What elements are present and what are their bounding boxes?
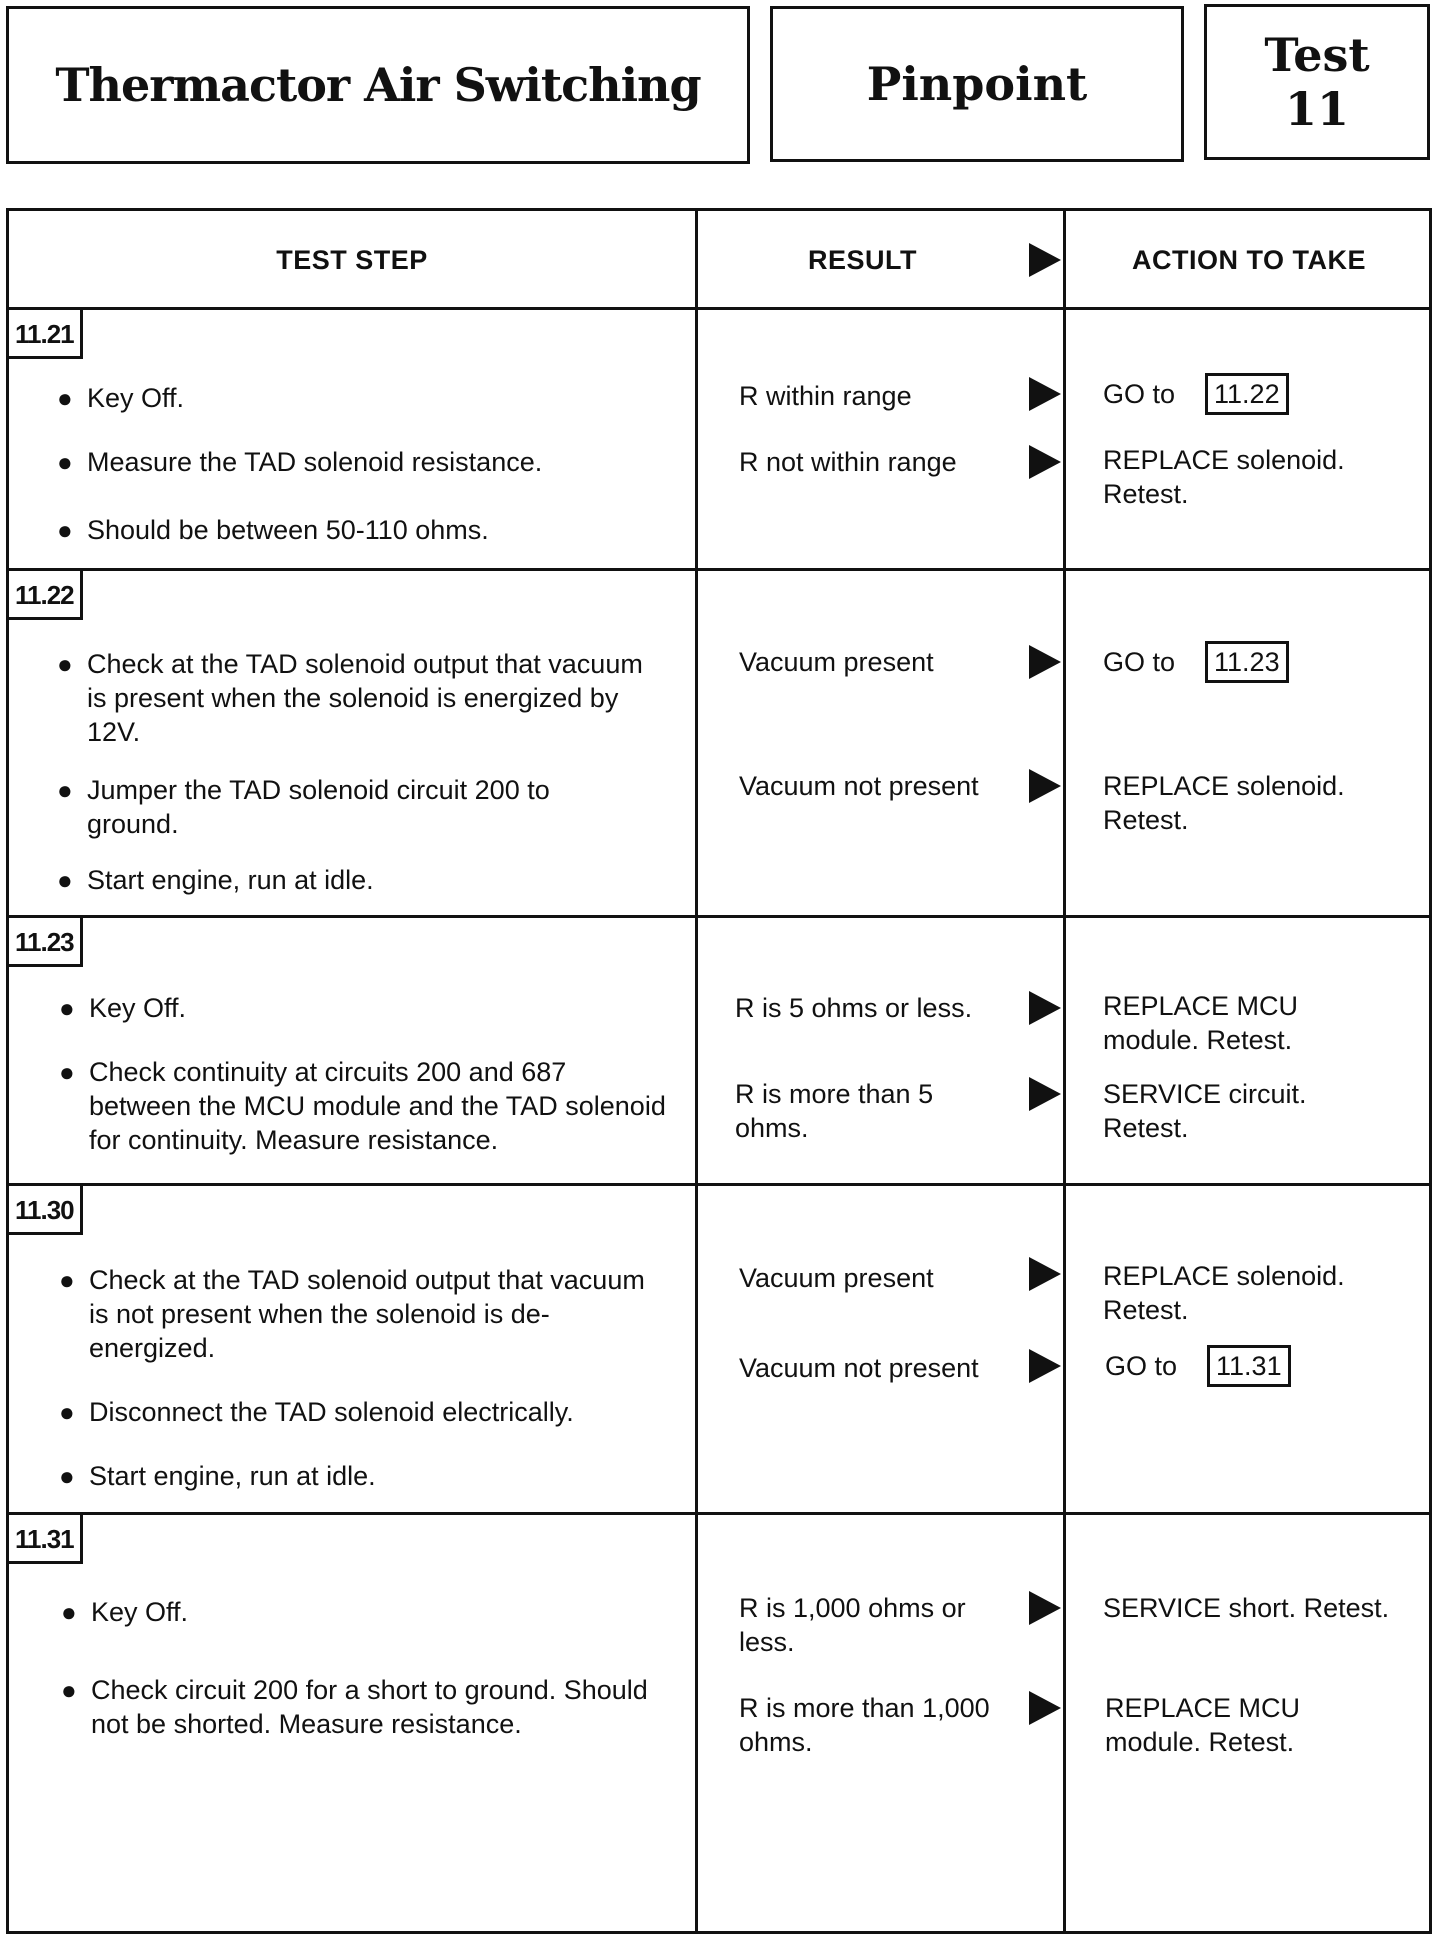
goto-step-link[interactable]: 11.23 (1205, 641, 1289, 683)
instruction: ● Check at the TAD solenoid output that vacuum is present when the solenoid is energized by 12V. (57, 649, 643, 747)
result-text: R is 1,000 ohms or less. (739, 1593, 966, 1657)
arrow-icon (1029, 243, 1061, 277)
result-text: Vacuum present (739, 647, 934, 677)
arrow-icon (1029, 445, 1061, 479)
bullet-icon: ● (57, 515, 73, 545)
goto-action: GO to 11.31 (1105, 1345, 1291, 1387)
instruction: ● Start engine, run at idle. (59, 1461, 376, 1491)
arrow-icon (1029, 645, 1061, 679)
arrow-icon (1029, 1591, 1061, 1625)
bullet-icon: ● (57, 447, 73, 477)
goto-action: GO to 11.22 (1103, 373, 1289, 415)
action-text: REPLACE solenoid. Retest. (1103, 445, 1345, 509)
instruction: ● Disconnect the TAD solenoid electrically. (59, 1397, 574, 1427)
bullet-icon: ● (57, 383, 73, 413)
row-divider (9, 307, 1429, 310)
row-divider (9, 1512, 1429, 1515)
page-title: Thermactor Air Switching (6, 6, 750, 164)
instruction: ● Key Off. (61, 1597, 189, 1627)
action-text: REPLACE solenoid. Retest. (1103, 1261, 1345, 1325)
result-text: Vacuum not present (739, 771, 979, 801)
bullet-icon: ● (59, 993, 75, 1023)
bullet-icon: ● (61, 1675, 77, 1705)
arrow-icon (1029, 769, 1061, 803)
action-text: SERVICE circuit. Retest. (1103, 1079, 1307, 1143)
step-number: 11.22 (9, 571, 83, 620)
result-text: R is 5 ohms or less. (735, 993, 973, 1023)
row-divider (9, 1183, 1429, 1186)
arrow-icon (1029, 1691, 1061, 1725)
result-text: Vacuum not present (739, 1353, 979, 1383)
column-divider (695, 211, 698, 1931)
row-divider (9, 915, 1429, 918)
result-text: Vacuum present (739, 1263, 934, 1293)
bullet-icon: ● (61, 1597, 77, 1627)
test-number-box (1204, 4, 1430, 160)
arrow-icon (1029, 1257, 1061, 1291)
bullet-icon: ● (57, 775, 73, 805)
step-number: 11.23 (9, 918, 83, 967)
instruction: ● Check at the TAD solenoid output that vacuum is not present when the solenoid is de-energized. (59, 1265, 645, 1363)
action-text: SERVICE short. Retest. (1103, 1593, 1390, 1623)
instruction: ● Jumper the TAD solenoid circuit 200 to ground. (57, 775, 550, 839)
column-divider (1063, 211, 1066, 1931)
bullet-icon: ● (57, 865, 73, 895)
result-text: R within range (739, 381, 912, 411)
step-number: 11.21 (9, 310, 83, 359)
instruction: ● Check continuity at circuits 200 and 687 between the MCU module and the TAD solenoid for continuity. Measure resistance. (59, 1057, 666, 1155)
result-text: R is more than 1,000 ohms. (739, 1693, 990, 1757)
instruction: ● Key Off. (59, 993, 187, 1023)
goto-step-link[interactable]: 11.31 (1207, 1345, 1291, 1387)
test-number: 11 (1284, 82, 1349, 136)
instruction: ● Should be between 50-110 ohms. (57, 515, 489, 545)
bullet-icon: ● (57, 649, 73, 679)
instruction: ● Check circuit 200 for a short to ground. Should not be shorted. Measure resistance. (61, 1675, 648, 1739)
arrow-icon (1029, 1077, 1061, 1111)
bullet-icon: ● (59, 1057, 75, 1087)
test-step-table (6, 208, 1432, 1934)
row-divider (9, 568, 1429, 571)
test-label: Test (1264, 28, 1370, 82)
instruction: ● Measure the TAD solenoid resistance. (57, 447, 543, 477)
result-text: R not within range (739, 447, 957, 477)
action-text: REPLACE solenoid. Retest. (1103, 771, 1345, 835)
step-number: 11.31 (9, 1515, 83, 1564)
action-text: REPLACE MCU module. Retest. (1103, 991, 1299, 1055)
goto-step-link[interactable]: 11.22 (1205, 373, 1289, 415)
action-text: REPLACE MCU module. Retest. (1105, 1693, 1301, 1757)
column-header-action: ACTION TO TAKE (1132, 244, 1366, 275)
bullet-icon: ● (59, 1397, 75, 1427)
instruction: ● Key Off. (57, 383, 185, 413)
column-header-test-step: TEST STEP (276, 244, 428, 275)
step-number: 11.30 (9, 1186, 83, 1235)
bullet-icon: ● (59, 1461, 75, 1491)
result-text: R is more than 5 ohms. (735, 1079, 934, 1143)
instruction: ● Start engine, run at idle. (57, 865, 374, 895)
arrow-icon (1029, 991, 1061, 1025)
column-header-result: RESULT (808, 244, 917, 275)
arrow-icon (1029, 1349, 1061, 1383)
page-subtitle: Pinpoint (770, 6, 1184, 162)
arrow-icon (1029, 377, 1061, 411)
bullet-icon: ● (59, 1265, 75, 1295)
goto-action: GO to 11.23 (1103, 641, 1289, 683)
